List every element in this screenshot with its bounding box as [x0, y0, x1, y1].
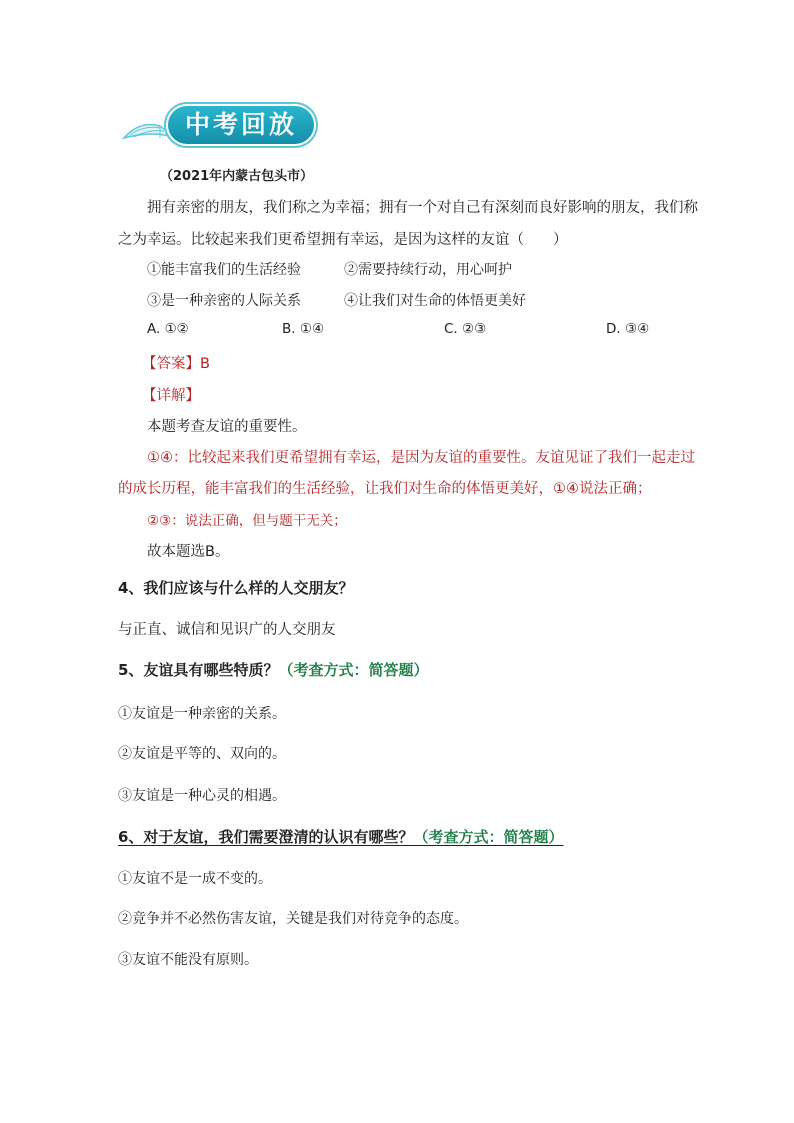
- detail-analysis-other: ②③：说法正确，但与题干无关；: [147, 513, 347, 529]
- option-d: D. ③④: [606, 321, 650, 337]
- banner-title: 中考回放: [184, 110, 297, 139]
- q5-item-3: ③友谊是一种心灵的相遇。: [118, 788, 286, 804]
- detail-label: 【详解】: [142, 388, 200, 404]
- q5-item-1: ①友谊是一种亲密的关系。: [118, 706, 286, 722]
- option-a: A. ①②: [147, 321, 189, 337]
- question-stem-line-1: 拥有亲密的朋友，我们称之为幸福；拥有一个对自己有深刻而良好影响的朋友，我们称: [147, 200, 698, 216]
- conclusion: 故本题选B。: [147, 544, 230, 560]
- q5-tag: （考查方式：简答题）: [278, 661, 429, 679]
- statement-3: ③是一种亲密的人际关系: [147, 293, 301, 309]
- answer-value: B: [200, 356, 210, 372]
- answer-row: [142, 352, 210, 373]
- question-stem-line-2: 之为幸运。比较起来我们更希望拥有幸运，是因为这样的友谊（ ）: [118, 232, 568, 248]
- detail-analysis-line-1: ①④：比较起来我们更希望拥有幸运，是因为友谊的重要性。友谊见证了我们一起走过: [147, 450, 695, 466]
- section-banner: [120, 104, 316, 148]
- option-c: C. ②③: [444, 321, 487, 337]
- statement-2: ②需要持续行动，用心呵护: [344, 262, 512, 278]
- q6-title: 6、对于友谊，我们需要澄清的认识有哪些？: [118, 828, 414, 846]
- detail-analysis-line-2: 的成长历程，能丰富我们的生活经验，让我们对生命的体悟更美好，①④说法正确；: [118, 481, 652, 497]
- question-source: （2021年内蒙古包头市）: [160, 169, 314, 184]
- option-b: B. ①④: [282, 321, 325, 337]
- banner-pill: [168, 106, 314, 144]
- q6-item-1: ①友谊不是一成不变的。: [118, 871, 272, 887]
- statement-1: ①能丰富我们的生活经验: [147, 262, 301, 278]
- statement-4: ④让我们对生命的体悟更美好: [344, 293, 526, 309]
- q4-title: 4、我们应该与什么样的人交朋友？: [118, 579, 354, 597]
- q6-heading: [118, 826, 563, 847]
- q6-item-3: ③友谊不能没有原则。: [118, 952, 258, 968]
- answer-label: 【答案】: [142, 356, 200, 372]
- q5-heading: [118, 659, 428, 680]
- detail-intro: 本题考查友谊的重要性。: [147, 419, 307, 435]
- q6-tag: （考查方式：简答题）: [413, 828, 564, 846]
- q4-answer: 与正直、诚信和见识广的人交朋友: [118, 622, 336, 638]
- q5-title: 5、友谊具有哪些特质？: [118, 661, 279, 679]
- q6-item-2: ②竞争并不必然伤害友谊，关键是我们对待竞争的态度。: [118, 911, 468, 927]
- q5-item-2: ②友谊是平等的、双向的。: [118, 746, 286, 762]
